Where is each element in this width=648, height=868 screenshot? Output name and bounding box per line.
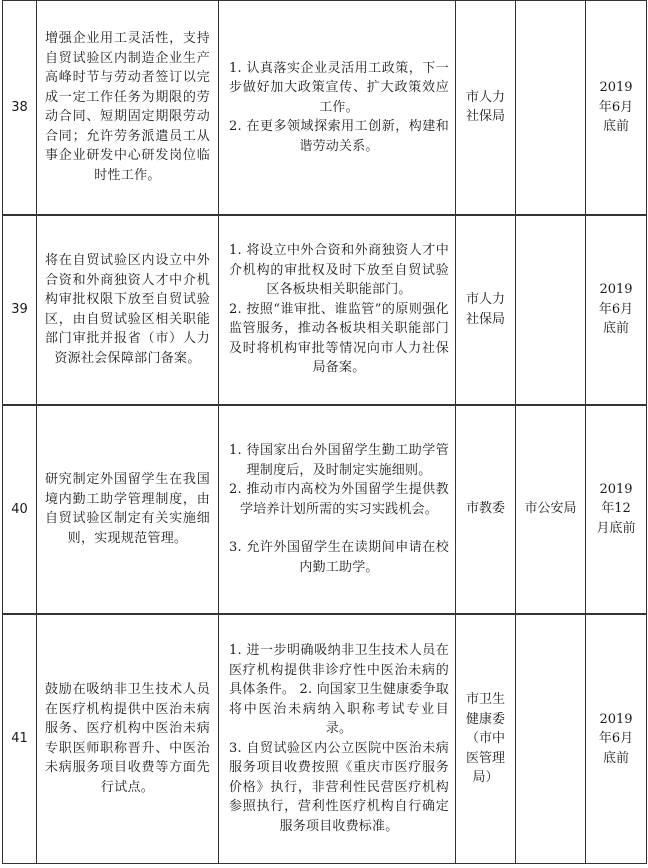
measure-item: 3. 允许外国留学生在读期间申请在校内勤工助学。 [229, 540, 449, 575]
table-row [3, 215, 647, 405]
lead-department: 市人力社保局 [456, 1, 516, 215]
deadline: 2019年6月底前 [586, 215, 647, 405]
row-number: 40 [3, 405, 37, 614]
implementation-measures [219, 614, 456, 864]
table-row [3, 1, 647, 215]
reform-content: 鼓励在吸纳非卫生技术人员在医疗机构提供中医治未病服务、医疗机构中医治未病专职医师职称晋升、中医治未病服务项目收费等方面先行试点。 [37, 614, 219, 864]
measure-item: 1. 将设立中外合资和外商独资人才中介机构的审批权及时下放至自贸试验区各板块相关职能部门。 [229, 243, 449, 298]
measure-item: 2. 在更多领域探索用工创新，构建和谐劳动关系。 [229, 119, 449, 154]
row-number: 38 [3, 1, 37, 215]
measure-item: 1. 进一步明确吸纳非卫生技术人员在医疗机构提供非诊疗性中医治未病的具体条件。 2. 向国家卫生健康委争取将中医治未病纳入职称考试专业目录。 [229, 643, 449, 737]
reform-content: 将在自贸试验区内设立中外合资和外商独资人才中介机构审批权限下放至自贸试验区，由自贸试验区相关职能部门审批并报省（市）人力资源社会保障部门备案。 [37, 215, 219, 405]
reform-content: 增强企业用工灵活性，支持自贸试验区内制造企业生产高峰时节与劳动者签订以完成一定工作任务为期限的劳动合同、短期固定期限劳动合同；允许劳务派遣员工从事企业研发中心研发岗位临时性工作。 [37, 1, 219, 215]
deadline: 2019年6月底前 [586, 1, 647, 215]
assisting-department [516, 1, 586, 215]
assisting-department: 市公安局 [516, 405, 586, 614]
deadline: 2019年12月底前 [586, 405, 647, 614]
lead-department: 市人力社保局 [456, 215, 516, 405]
measure-item: 2. 推动市内高校为外国留学生提供教学培养计划所需的实习实践机会。 [229, 482, 449, 517]
assisting-department [516, 215, 586, 405]
measure-item: 1. 认真落实企业灵活用工政策，下一步做好加大政策宣传、扩大政策效应工作。 [229, 60, 449, 115]
table-row [3, 405, 647, 614]
measure-item: 1. 待国家出台外国留学生勤工助学管理制度后，及时制定实施细则。 [229, 443, 449, 478]
task-table [2, 0, 647, 864]
assisting-department [516, 614, 586, 864]
implementation-measures [219, 405, 456, 614]
measure-item: 2. 按照“谁审批、谁监管”的原则强化监管服务，推动各板块相关职能部门及时将机构审批等情况向市人力社保局备案。 [229, 301, 449, 376]
measure-item: 3. 自贸试验区内公立医院中医治未病服务项目收费按照《重庆市医疗服务价格》执行，非营利性民营医疗机构参照执行，营利性医疗机构自行确定服务项目收费标准。 [229, 740, 449, 834]
table-row [3, 614, 647, 864]
deadline: 2019年6月底前 [586, 614, 647, 864]
reform-content: 研究制定外国留学生在我国境内勤工助学管理制度，由自贸试验区制定有关实施细则，实现规范管理。 [37, 405, 219, 614]
row-number: 39 [3, 215, 37, 405]
lead-department: 市教委 [456, 405, 516, 614]
row-number: 41 [3, 614, 37, 864]
implementation-measures [219, 215, 456, 405]
implementation-measures [219, 1, 456, 215]
lead-department: 市卫生健康委（市中医管理局） [456, 614, 516, 864]
